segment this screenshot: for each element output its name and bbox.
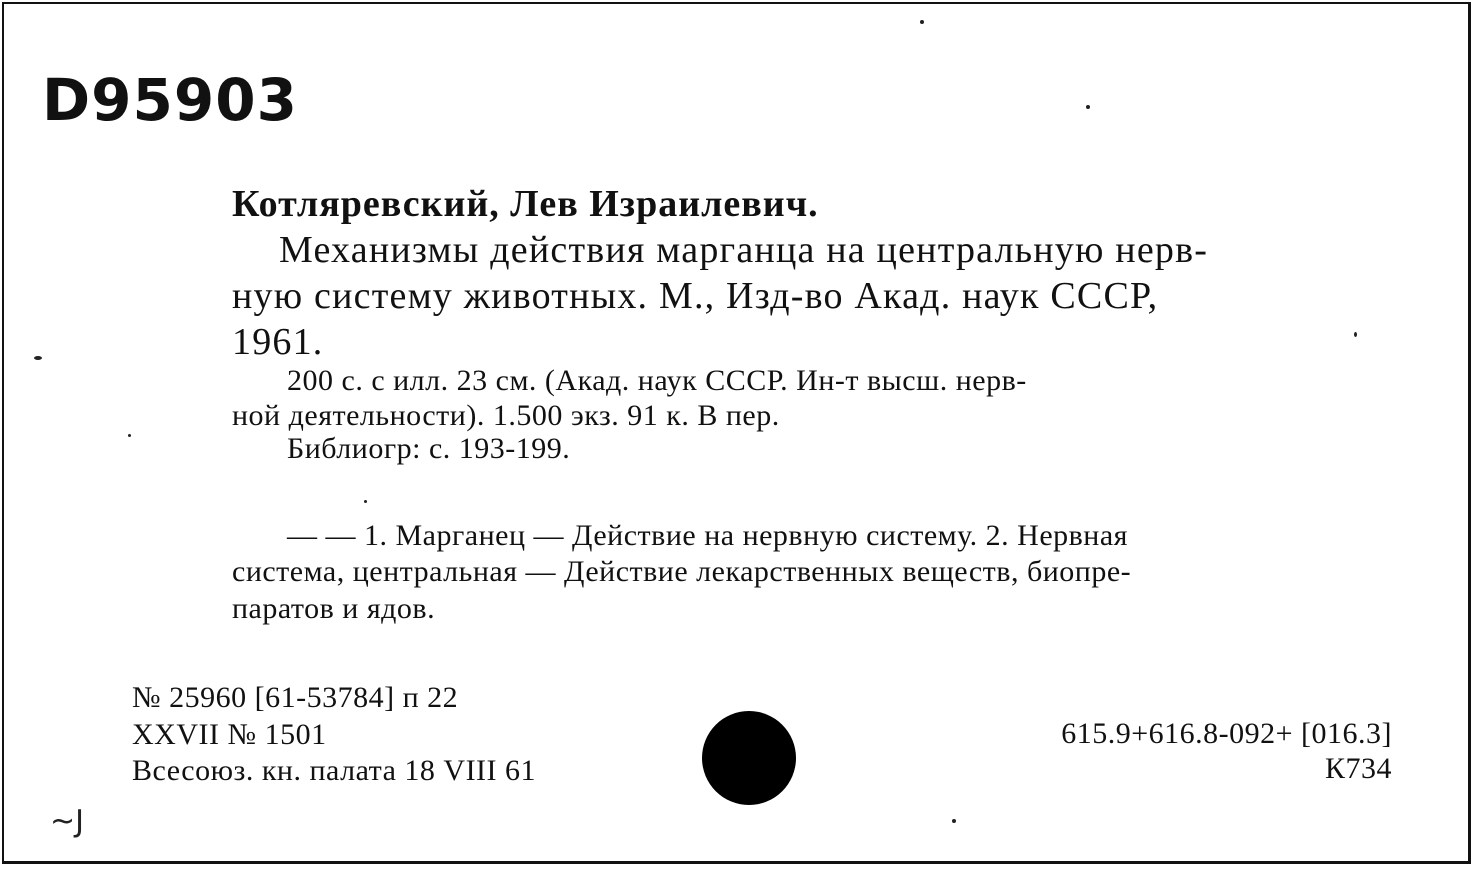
- subject-line-3: паратов и ядов.: [232, 592, 436, 625]
- ink-speck: [1086, 105, 1090, 109]
- subject-line-1: — — 1. Марганец — Действие на нервную систему. 2. Нервная: [287, 519, 1128, 552]
- ink-speck: [1354, 332, 1357, 337]
- punch-hole: [702, 711, 796, 805]
- ink-speck: [952, 819, 956, 823]
- collation-line-2: ной деятельности). 1.500 экз. 91 к. В пер.: [232, 399, 780, 432]
- subject-line-2: система, центральная — Действие лекарственных веществ, биопре-: [232, 555, 1132, 588]
- title-line-3: 1961.: [232, 321, 324, 363]
- title-line-2: ную систему животных. М., Изд-во Акад. наук СССР,: [232, 275, 1159, 317]
- ink-speck: [920, 20, 924, 24]
- chamber-imprint: Всесоюз. кн. палата 18 VIII 61: [132, 754, 537, 787]
- registry-number: № 25960 [61-53784] п 22: [132, 681, 459, 714]
- title-line-1: Механизмы действия марганца на центральную нерв-: [279, 229, 1209, 271]
- udc-classification: 615.9+616.8-092+ [016.3]: [1061, 717, 1392, 750]
- handwritten-mark: ~J: [50, 804, 84, 839]
- collation-line-1: 200 с. с илл. 23 см. (Акад. наук СССР. Ин-т высш. нерв-: [287, 364, 1027, 397]
- ink-speck: [364, 500, 367, 503]
- bibliography-note: Библиогр: с. 193-199.: [287, 432, 571, 465]
- ink-speck: [128, 434, 131, 437]
- author-heading: Котляревский, Лев Израилевич.: [232, 183, 819, 225]
- author-mark: К734: [1324, 752, 1392, 785]
- stamp-number: D95903: [42, 66, 298, 134]
- catalog-card: [2, 2, 1471, 864]
- volume-number: XXVII № 1501: [132, 718, 327, 751]
- ink-speck: [34, 356, 42, 360]
